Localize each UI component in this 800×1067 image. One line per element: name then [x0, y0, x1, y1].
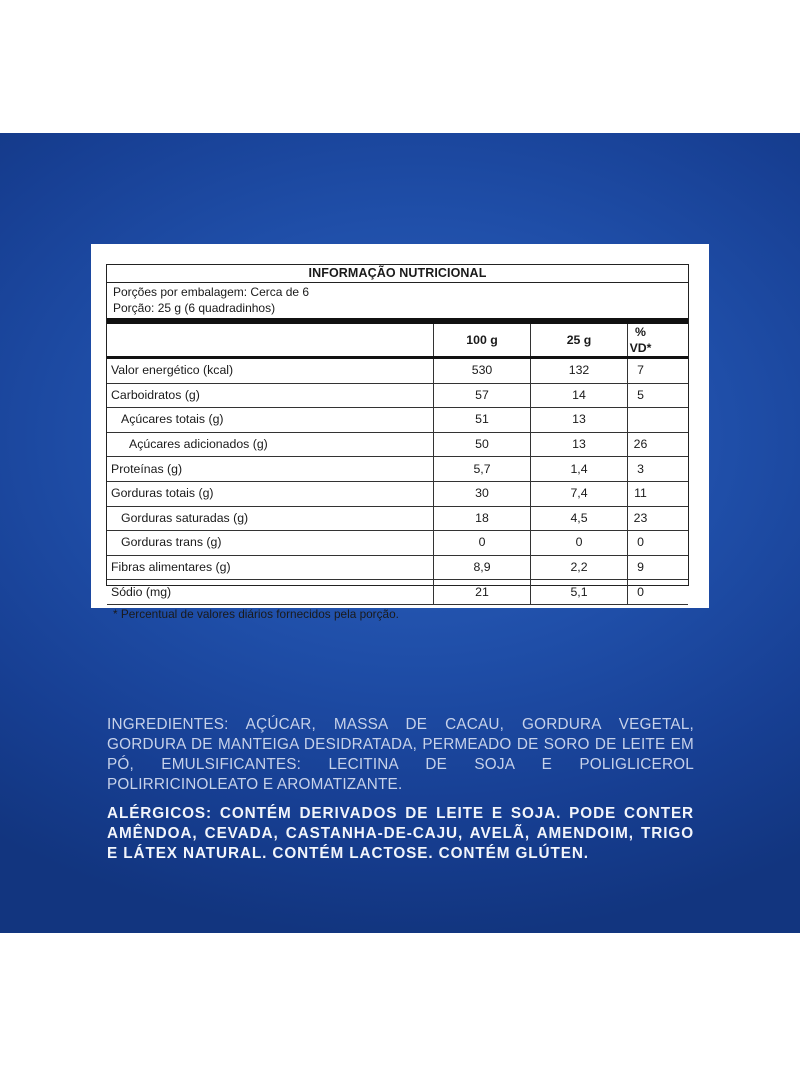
value-per-serving: 2,2 — [531, 555, 628, 580]
value-daily: 11 — [628, 481, 689, 506]
value-per-100g: 30 — [434, 481, 531, 506]
value-per-100g: 5,7 — [434, 457, 531, 482]
value-per-serving: 132 — [531, 358, 628, 384]
value-per-serving: 13 — [531, 432, 628, 457]
value-per-100g: 18 — [434, 506, 531, 531]
value-per-serving: 1,4 — [531, 457, 628, 482]
nutrient-label: Proteínas (g) — [107, 457, 434, 482]
header-per-serving: 25 g — [531, 324, 628, 358]
table-row — [107, 555, 688, 580]
value-per-serving: 0 — [531, 531, 628, 556]
value-per-100g: 21 — [434, 580, 531, 604]
value-daily: 5 — [628, 383, 689, 408]
table-row — [107, 531, 688, 556]
nutrition-title: INFORMAÇÃO NUTRICIONAL — [107, 265, 688, 283]
nutrition-facts-box — [106, 264, 689, 621]
value-daily: 23 — [628, 506, 689, 531]
header-nutrient — [107, 324, 434, 358]
value-per-serving: 5,1 — [531, 580, 628, 604]
table-row — [107, 580, 688, 604]
value-per-serving: 14 — [531, 383, 628, 408]
header-daily-value: % VD* — [628, 324, 689, 358]
serving-size: Porção: 25 g (6 quadradinhos) — [113, 300, 276, 315]
nutrient-label: Fibras alimentares (g) — [107, 555, 434, 580]
value-daily: 3 — [628, 457, 689, 482]
servings-per-package: Porções por embalagem: Cerca de 6 — [113, 285, 310, 299]
table-row — [107, 408, 688, 433]
table-row — [107, 481, 688, 506]
value-daily: 7 — [628, 358, 689, 384]
table-row — [107, 432, 688, 457]
value-per-serving: 4,5 — [531, 506, 628, 531]
nutrient-label: Gorduras totais (g) — [107, 481, 434, 506]
value-per-serving: 7,4 — [531, 481, 628, 506]
ingredients-text: INGREDIENTES: AÇÚCAR, MASSA DE CACAU, GORDURA VEGETAL, GORDURA DE MANTEIGA DESIDRATADA, PERMEADO DE SORO DE LEITE EM PÓ, EMULSIFICANTES: LECITINA DE SOJA E POLIGLICEROL POLIRRICINOLEATO E AROMATIZANTE. — [107, 716, 694, 793]
nutrient-label: Carboidratos (g) — [107, 383, 434, 408]
value-per-100g: 51 — [434, 408, 531, 433]
nutrient-label: Sódio (mg) — [111, 584, 172, 599]
header-per-100g: 100 g — [434, 324, 531, 358]
blue-panel — [0, 133, 800, 933]
value-daily: 26 — [628, 432, 689, 457]
nutrient-label: Açúcares totais (g) — [107, 408, 434, 433]
value-per-100g: 530 — [434, 358, 531, 384]
value-daily: 0 — [628, 580, 689, 604]
value-per-100g: 0 — [434, 531, 531, 556]
nutrition-footnote: * Percentual de valores diários fornecidos pela porção. — [107, 604, 688, 621]
value-daily: 9 — [628, 555, 689, 580]
allergens-text: ALÉRGICOS: CONTÉM DERIVADOS DE LEITE E SOJA. PODE CONTER AMÊNDOA, CEVADA, CASTANHA-DE-CAJU, AVELÃ, AMENDOIM, TRIGO E LÁTEX NATURAL. CONTÉM LACTOSE. CONTÉM GLÚTEN. — [107, 805, 694, 862]
nutrition-table — [107, 324, 688, 604]
serving-info — [107, 283, 688, 324]
value-per-100g: 50 — [434, 432, 531, 457]
table-row — [107, 358, 688, 384]
nutrient-label: Gorduras saturadas (g) — [107, 506, 434, 531]
nutrient-label: Açúcares adicionados (g) — [107, 432, 434, 457]
value-per-100g: 8,9 — [434, 555, 531, 580]
nutrient-label: Gorduras trans (g) — [107, 531, 434, 556]
value-daily — [628, 408, 689, 433]
nutrition-label-card — [91, 244, 709, 621]
table-row — [107, 506, 688, 531]
nutrition-header-row — [107, 324, 688, 358]
table-row — [107, 457, 688, 482]
value-per-100g: 57 — [434, 383, 531, 408]
nutrient-label: Valor energético (kcal) — [107, 358, 434, 384]
value-per-serving: 13 — [531, 408, 628, 433]
value-daily: 0 — [628, 531, 689, 556]
table-row — [107, 383, 688, 408]
